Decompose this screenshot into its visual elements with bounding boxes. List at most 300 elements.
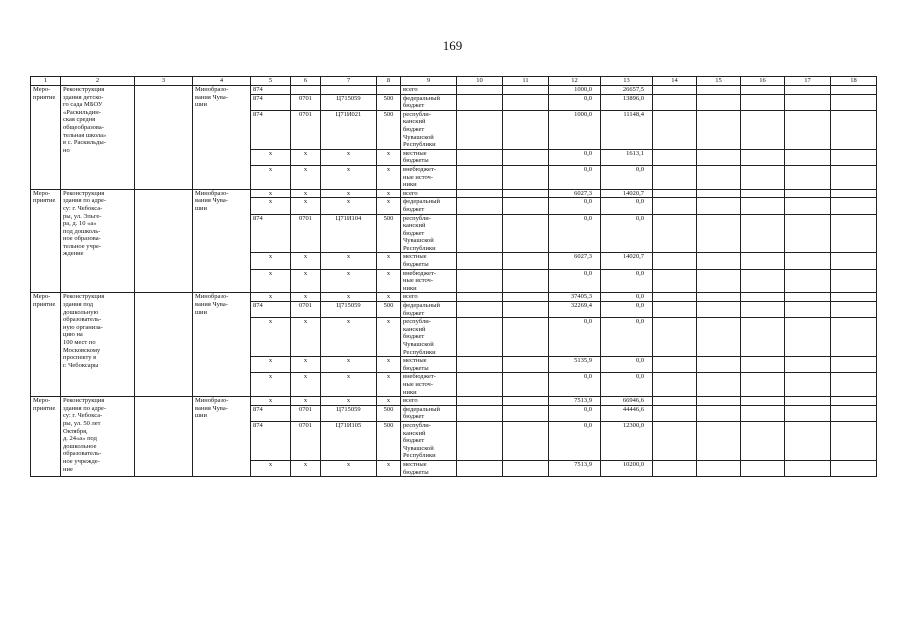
text-line: су: г. Чебокса- bbox=[63, 412, 103, 420]
text-line: Чувашской bbox=[403, 444, 434, 452]
text-line: местные bbox=[403, 460, 427, 468]
text-line: приятие bbox=[33, 93, 56, 101]
year-cell bbox=[457, 94, 503, 110]
funding-source-cell bbox=[401, 189, 457, 198]
target-article-code: Ц715059 bbox=[321, 302, 377, 318]
amount-cell: 0,0 bbox=[601, 373, 653, 397]
text-line: федеральный bbox=[403, 302, 440, 310]
section-code: 0701 bbox=[291, 421, 321, 460]
year-cell bbox=[785, 165, 831, 189]
grbs-code: 874 bbox=[251, 214, 291, 253]
section-code: x bbox=[291, 397, 321, 406]
amount-cell: 5135,9 bbox=[549, 357, 601, 373]
text-line: Минобразо- bbox=[195, 293, 229, 301]
funding-source-cell bbox=[401, 421, 457, 460]
year-cell bbox=[653, 189, 697, 198]
section-code: x bbox=[291, 189, 321, 198]
text-line: местные bbox=[403, 357, 427, 365]
text-line: Республики bbox=[403, 244, 436, 252]
year-cell bbox=[457, 149, 503, 165]
text-line: «Раскильдин- bbox=[63, 108, 101, 116]
funding-source-cell bbox=[401, 397, 457, 406]
column-number: 13 bbox=[601, 77, 653, 86]
year-cell bbox=[741, 214, 785, 253]
grbs-code: 874 bbox=[251, 110, 291, 149]
year-cell bbox=[697, 318, 741, 357]
expense-type-code: x bbox=[377, 189, 401, 198]
amount-cell: 44446,6 bbox=[601, 405, 653, 421]
text-line: ное учрежде- bbox=[63, 457, 100, 465]
target-article-code: x bbox=[321, 460, 377, 476]
year-cell bbox=[457, 253, 503, 269]
year-cell bbox=[741, 405, 785, 421]
text-line: республи- bbox=[403, 214, 431, 222]
section-code: x bbox=[291, 293, 321, 302]
year-cell bbox=[457, 189, 503, 198]
text-line: го сада МБОУ bbox=[63, 101, 103, 109]
text-line: Минобразо- bbox=[195, 397, 229, 405]
year-cell bbox=[653, 460, 697, 476]
text-line: тельное учре- bbox=[63, 242, 102, 250]
text-line: приятие bbox=[33, 301, 56, 309]
text-line: дошкольное bbox=[63, 442, 97, 450]
year-cell bbox=[503, 357, 549, 373]
amount-cell: 0,0 bbox=[549, 149, 601, 165]
year-cell bbox=[697, 421, 741, 460]
text-line: внебюджет- bbox=[403, 373, 436, 381]
text-line: Меро- bbox=[33, 397, 51, 405]
funding-source-cell bbox=[401, 318, 457, 357]
text-line: образователь- bbox=[63, 450, 102, 458]
year-cell bbox=[785, 94, 831, 110]
text-line: местные bbox=[403, 149, 427, 157]
amount-cell: 0,0 bbox=[601, 269, 653, 293]
text-line: образователь- bbox=[63, 316, 102, 324]
year-cell bbox=[697, 253, 741, 269]
text-line: вания Чува- bbox=[195, 301, 228, 309]
expense-type-code: x bbox=[377, 149, 401, 165]
text-line: Республики bbox=[403, 452, 436, 460]
column-number: 16 bbox=[741, 77, 785, 86]
section-code: x bbox=[291, 253, 321, 269]
year-cell bbox=[831, 357, 877, 373]
year-cell bbox=[697, 189, 741, 198]
text-line: Реконструкция bbox=[63, 293, 105, 301]
target-article-code: Ц71И105 bbox=[321, 421, 377, 460]
section-code: 0701 bbox=[291, 405, 321, 421]
text-line: г. Чебоксары bbox=[63, 361, 99, 369]
amount-cell: 66946,6 bbox=[601, 397, 653, 406]
year-cell bbox=[457, 302, 503, 318]
text-line: ники bbox=[403, 388, 417, 396]
text-line: Московскому bbox=[63, 346, 101, 354]
year-cell bbox=[457, 357, 503, 373]
year-cell bbox=[831, 269, 877, 293]
text-line: шии bbox=[195, 412, 207, 420]
year-cell bbox=[457, 214, 503, 253]
year-cell bbox=[697, 460, 741, 476]
year-cell bbox=[697, 165, 741, 189]
section-code: x bbox=[291, 198, 321, 214]
year-cell bbox=[457, 269, 503, 293]
year-cell bbox=[697, 373, 741, 397]
activity-type-cell bbox=[31, 397, 61, 477]
year-cell bbox=[785, 149, 831, 165]
text-line: бюджет bbox=[403, 309, 425, 317]
text-line: бюджет bbox=[403, 125, 425, 133]
text-line: ники bbox=[403, 284, 417, 292]
section-code: 0701 bbox=[291, 214, 321, 253]
amount-cell: 14020,7 bbox=[601, 253, 653, 269]
year-cell bbox=[503, 318, 549, 357]
year-cell bbox=[653, 253, 697, 269]
table-body bbox=[31, 77, 877, 477]
amount-cell: 0,0 bbox=[601, 165, 653, 189]
year-cell bbox=[503, 198, 549, 214]
year-cell bbox=[503, 253, 549, 269]
text-line: бюджеты bbox=[403, 157, 429, 165]
year-cell bbox=[503, 189, 549, 198]
year-cell bbox=[697, 293, 741, 302]
target-article-code: Ц715059 bbox=[321, 405, 377, 421]
text-line: вания Чува- bbox=[195, 197, 228, 205]
text-line: бюджет bbox=[403, 102, 425, 110]
year-cell bbox=[653, 302, 697, 318]
funding-source-cell bbox=[401, 405, 457, 421]
year-cell bbox=[785, 373, 831, 397]
section-code bbox=[291, 86, 321, 95]
year-cell bbox=[503, 460, 549, 476]
header-row bbox=[31, 77, 877, 86]
grbs-code: x bbox=[251, 198, 291, 214]
amount-cell: 7513,9 bbox=[549, 397, 601, 406]
year-cell bbox=[697, 214, 741, 253]
year-cell bbox=[741, 421, 785, 460]
text-line: Меро- bbox=[33, 189, 51, 197]
year-cell bbox=[457, 293, 503, 302]
year-cell bbox=[831, 293, 877, 302]
expense-type-code: 500 bbox=[377, 110, 401, 149]
amount-cell: 0,0 bbox=[549, 318, 601, 357]
year-cell bbox=[457, 373, 503, 397]
text-line: бюджет bbox=[403, 437, 425, 445]
activity-name-cell bbox=[61, 189, 135, 293]
table-row bbox=[31, 397, 877, 406]
year-cell bbox=[785, 460, 831, 476]
text-line: Минобразо- bbox=[195, 189, 229, 197]
text-line: вания Чува- bbox=[195, 404, 228, 412]
text-line: ные источ- bbox=[403, 173, 433, 181]
section-code: x bbox=[291, 373, 321, 397]
text-line: 100 мест по bbox=[63, 339, 96, 346]
year-cell bbox=[831, 110, 877, 149]
text-line: бюджет bbox=[403, 229, 425, 237]
amount-cell: 6027,3 bbox=[549, 253, 601, 269]
text-line: но bbox=[63, 146, 70, 154]
year-cell bbox=[697, 110, 741, 149]
amount-cell: 1000,0 bbox=[549, 110, 601, 149]
year-cell bbox=[457, 86, 503, 95]
funding-source-cell bbox=[401, 110, 457, 149]
grbs-code: x bbox=[251, 357, 291, 373]
year-cell bbox=[653, 269, 697, 293]
text-line: республи- bbox=[403, 421, 431, 429]
text-line: всего bbox=[403, 397, 418, 405]
grbs-code: 874 bbox=[251, 94, 291, 110]
year-cell bbox=[785, 110, 831, 149]
text-line: бюджеты bbox=[403, 468, 429, 476]
expense-type-code: 500 bbox=[377, 405, 401, 421]
section-code: x bbox=[291, 269, 321, 293]
column-number: 5 bbox=[251, 77, 291, 86]
year-cell bbox=[457, 405, 503, 421]
expense-type-code: x bbox=[377, 293, 401, 302]
year-cell bbox=[785, 318, 831, 357]
text-line: Меро- bbox=[33, 86, 51, 93]
year-cell bbox=[831, 397, 877, 406]
target-article-code: x bbox=[321, 293, 377, 302]
text-line: Реконструкция bbox=[63, 397, 105, 405]
target-article-code: x bbox=[321, 373, 377, 397]
activity-type-cell bbox=[31, 86, 61, 190]
target-article-code: x bbox=[321, 318, 377, 357]
text-line: дошкольную bbox=[63, 308, 99, 316]
year-cell bbox=[697, 198, 741, 214]
expense-type-code: x bbox=[377, 373, 401, 397]
text-line: ры, ул. Эльге- bbox=[63, 212, 102, 220]
funding-source-cell bbox=[401, 214, 457, 253]
grbs-code: x bbox=[251, 165, 291, 189]
grbs-code: x bbox=[251, 397, 291, 406]
text-line: федеральный bbox=[403, 94, 440, 102]
amount-cell: 32269,4 bbox=[549, 302, 601, 318]
table-row bbox=[31, 86, 877, 95]
grbs-code: x bbox=[251, 293, 291, 302]
budget-table bbox=[30, 76, 877, 477]
grbs-code: x bbox=[251, 269, 291, 293]
year-cell bbox=[741, 373, 785, 397]
year-cell bbox=[831, 94, 877, 110]
text-line: цию на bbox=[63, 331, 83, 339]
year-cell bbox=[697, 269, 741, 293]
text-line: ную организа- bbox=[63, 323, 103, 331]
target-article-code: x bbox=[321, 165, 377, 189]
target-article-code bbox=[321, 86, 377, 95]
section-code: x bbox=[291, 149, 321, 165]
text-line: местные bbox=[403, 253, 427, 261]
text-line: здания под bbox=[63, 301, 94, 309]
year-cell bbox=[741, 293, 785, 302]
year-cell bbox=[831, 253, 877, 269]
text-line: здания по адре- bbox=[63, 197, 107, 205]
funding-source-cell bbox=[401, 302, 457, 318]
section-code: x bbox=[291, 357, 321, 373]
text-line: федеральный bbox=[403, 405, 440, 413]
year-cell bbox=[831, 165, 877, 189]
grbs-code: x bbox=[251, 373, 291, 397]
year-cell bbox=[741, 318, 785, 357]
funding-source-cell bbox=[401, 269, 457, 293]
funding-source-cell bbox=[401, 460, 457, 476]
grbs-code: x bbox=[251, 253, 291, 269]
funding-source-cell bbox=[401, 86, 457, 95]
text-line: канский bbox=[403, 118, 426, 126]
year-cell bbox=[457, 198, 503, 214]
year-cell bbox=[503, 110, 549, 149]
expense-type-code: x bbox=[377, 198, 401, 214]
text-line: Республики bbox=[403, 141, 436, 149]
year-cell bbox=[831, 198, 877, 214]
year-cell bbox=[653, 198, 697, 214]
year-cell bbox=[785, 198, 831, 214]
year-cell bbox=[785, 421, 831, 460]
year-cell bbox=[503, 149, 549, 165]
section-code: 0701 bbox=[291, 302, 321, 318]
amount-cell: 10200,0 bbox=[601, 460, 653, 476]
column-number: 2 bbox=[61, 77, 135, 86]
expense-type-code: 500 bbox=[377, 421, 401, 460]
text-line: ные источ- bbox=[403, 380, 433, 388]
year-cell bbox=[697, 149, 741, 165]
text-line: шии bbox=[195, 308, 207, 316]
amount-cell: 0,0 bbox=[549, 269, 601, 293]
section-code: 0701 bbox=[291, 110, 321, 149]
year-cell bbox=[503, 214, 549, 253]
amount-cell: 0,0 bbox=[601, 302, 653, 318]
text-line: канский bbox=[403, 429, 426, 437]
column-number: 18 bbox=[831, 77, 877, 86]
text-line: проспекту в bbox=[63, 354, 97, 362]
amount-cell: 0,0 bbox=[601, 293, 653, 302]
text-line: Чувашской bbox=[403, 341, 434, 348]
executor-cell bbox=[193, 293, 251, 397]
year-cell bbox=[653, 110, 697, 149]
year-cell bbox=[457, 165, 503, 189]
activity-type-cell bbox=[31, 189, 61, 293]
year-cell bbox=[831, 149, 877, 165]
expense-type-code: x bbox=[377, 165, 401, 189]
amount-cell: 0,0 bbox=[601, 357, 653, 373]
year-cell bbox=[831, 318, 877, 357]
amount-cell: 0,0 bbox=[549, 214, 601, 253]
target-article-code: Ц71И104 bbox=[321, 214, 377, 253]
year-cell bbox=[741, 94, 785, 110]
year-cell bbox=[503, 293, 549, 302]
expense-type-code: 500 bbox=[377, 302, 401, 318]
executor-cell bbox=[193, 397, 251, 477]
column-number: 12 bbox=[549, 77, 601, 86]
program-cell bbox=[135, 397, 193, 477]
expense-type-code: x bbox=[377, 318, 401, 357]
target-article-code: x bbox=[321, 198, 377, 214]
text-line: приятие bbox=[33, 404, 56, 412]
year-cell bbox=[503, 373, 549, 397]
year-cell bbox=[785, 269, 831, 293]
text-line: су: г. Чебокса- bbox=[63, 204, 103, 212]
year-cell bbox=[653, 149, 697, 165]
year-cell bbox=[785, 405, 831, 421]
text-line: всего bbox=[403, 86, 418, 93]
column-number: 8 bbox=[377, 77, 401, 86]
activity-type-cell bbox=[31, 293, 61, 397]
text-line: шии bbox=[195, 204, 207, 212]
text-line: Чувашской bbox=[403, 133, 434, 141]
year-cell bbox=[697, 357, 741, 373]
expense-type-code: x bbox=[377, 397, 401, 406]
year-cell bbox=[831, 460, 877, 476]
year-cell bbox=[653, 214, 697, 253]
amount-cell: 12300,0 bbox=[601, 421, 653, 460]
funding-source-cell bbox=[401, 357, 457, 373]
text-line: ждение bbox=[63, 250, 84, 258]
year-cell bbox=[741, 198, 785, 214]
amount-cell: 1000,0 bbox=[549, 86, 601, 95]
text-line: здания по адре- bbox=[63, 404, 107, 412]
year-cell bbox=[785, 302, 831, 318]
text-line: общеобразова- bbox=[63, 123, 104, 131]
year-cell bbox=[457, 318, 503, 357]
column-number: 17 bbox=[785, 77, 831, 86]
year-cell bbox=[653, 318, 697, 357]
amount-cell: 0,0 bbox=[601, 318, 653, 357]
grbs-code: x bbox=[251, 318, 291, 357]
text-line: Республики bbox=[403, 348, 436, 356]
amount-cell: 1613,1 bbox=[601, 149, 653, 165]
text-line: бюджеты bbox=[403, 364, 429, 372]
text-line: всего bbox=[403, 293, 418, 301]
text-line: ская средня bbox=[63, 116, 96, 124]
year-cell bbox=[503, 165, 549, 189]
text-line: Минобразо- bbox=[195, 86, 229, 93]
text-line: ры, ул. 50 лет bbox=[63, 419, 101, 427]
funding-source-cell bbox=[401, 165, 457, 189]
amount-cell: 37405,3 bbox=[549, 293, 601, 302]
year-cell bbox=[653, 165, 697, 189]
text-line: здания детско- bbox=[63, 93, 104, 101]
year-cell bbox=[457, 110, 503, 149]
year-cell bbox=[831, 405, 877, 421]
year-cell bbox=[653, 405, 697, 421]
text-line: бюджет bbox=[403, 333, 425, 341]
year-cell bbox=[831, 86, 877, 95]
year-cell bbox=[653, 293, 697, 302]
year-cell bbox=[653, 373, 697, 397]
text-line: внебюджет- bbox=[403, 165, 436, 173]
funding-source-cell bbox=[401, 373, 457, 397]
year-cell bbox=[785, 397, 831, 406]
funding-source-cell bbox=[401, 293, 457, 302]
column-number: 15 bbox=[697, 77, 741, 86]
text-line: всего bbox=[403, 189, 418, 197]
table-row bbox=[31, 189, 877, 198]
year-cell bbox=[741, 165, 785, 189]
text-line: Реконструкция bbox=[63, 189, 105, 197]
amount-cell: 0,0 bbox=[601, 214, 653, 253]
page-number: 169 bbox=[442, 38, 463, 53]
text-line: вания Чува- bbox=[195, 93, 228, 101]
column-number: 14 bbox=[653, 77, 697, 86]
amount-cell: 26657,5 bbox=[601, 86, 653, 95]
section-code: x bbox=[291, 165, 321, 189]
funding-source-cell bbox=[401, 149, 457, 165]
table-row bbox=[31, 293, 877, 302]
year-cell bbox=[785, 253, 831, 269]
text-line: ное образова- bbox=[63, 235, 101, 243]
year-cell bbox=[831, 189, 877, 198]
year-cell bbox=[785, 189, 831, 198]
amount-cell: 14020,7 bbox=[601, 189, 653, 198]
year-cell bbox=[503, 421, 549, 460]
